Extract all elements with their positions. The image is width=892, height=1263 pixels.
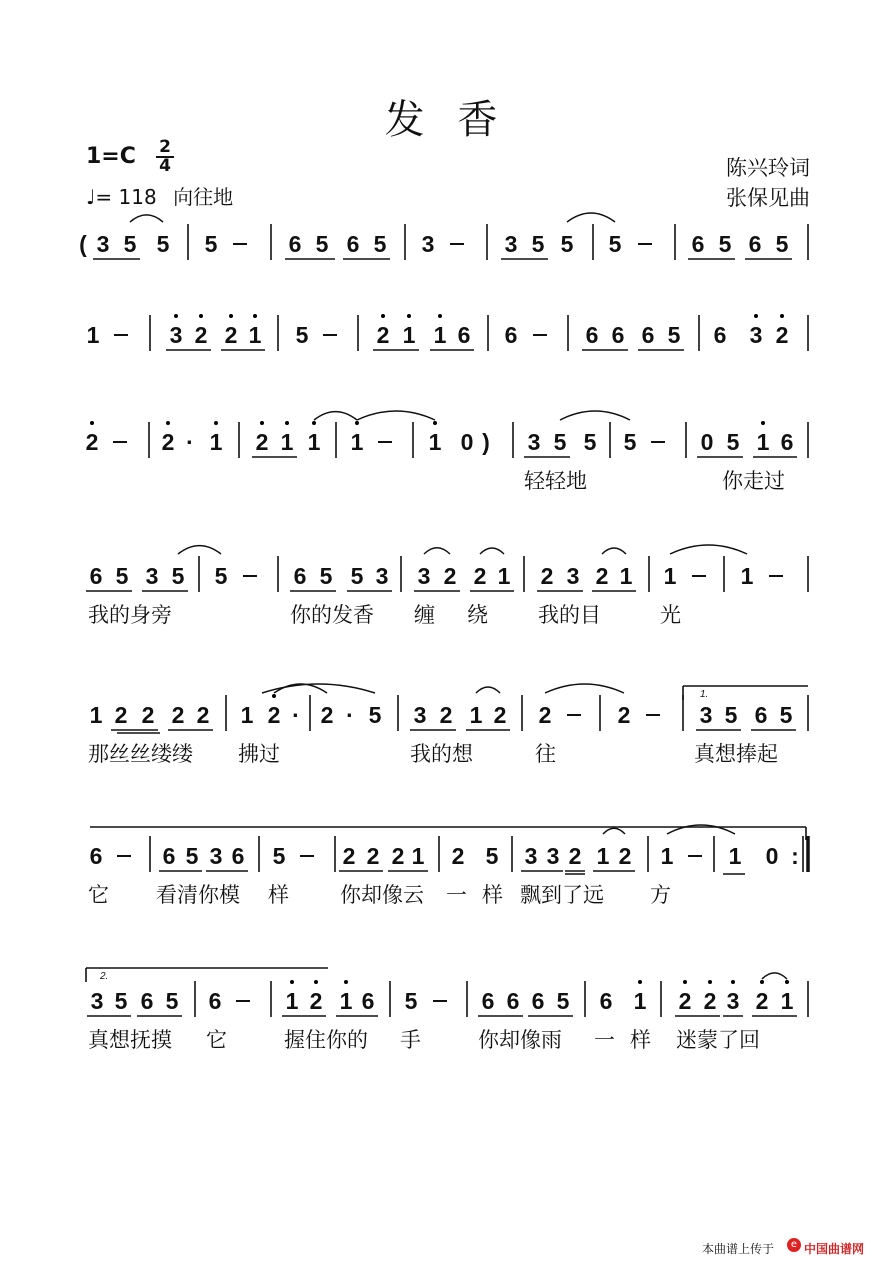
time-sig-bottom: 4 [159,156,171,176]
note: 5 [165,988,179,1014]
note: 2 [171,702,185,728]
octave-dot [683,980,687,984]
note: 2 [267,702,281,728]
tie-arc [670,545,747,554]
octave-dot [433,421,437,425]
note: 3 [527,429,541,455]
note: 2 [493,702,507,728]
octave-dot [754,314,758,318]
note: 5 [553,429,567,455]
note: 3 [749,322,763,348]
lyric: 你走过 [722,469,785,493]
note: 2 [473,563,487,589]
octave-dot [166,421,170,425]
lyricist: 陈兴玲词 [726,156,810,180]
lyric: 那丝丝缕缕 [88,742,193,766]
note: 1 [350,429,364,455]
note: 0 [765,843,779,869]
lyric: 方 [650,883,671,907]
lyric: 飘到了远 [520,883,604,907]
note: 6 [481,988,495,1014]
note: 5 [667,322,681,348]
lyric: 看清你模 [156,883,240,907]
octave-dot [438,314,442,318]
note: 6 [754,702,768,728]
note: 6 [293,563,307,589]
note: 5 [350,563,364,589]
note: 1 [633,988,647,1014]
tie-arc [545,684,624,693]
note: 2 [755,988,769,1014]
note: 2 [224,322,238,348]
tie-arc [424,548,450,554]
lyric: 你却像雨 [478,1028,562,1052]
octave-dot [272,694,276,698]
note: 5 [171,563,185,589]
lyric: 我的想 [410,742,473,766]
note: 3 [417,563,431,589]
tie-arc [178,546,221,554]
note: 5 [718,231,732,257]
octave-dot [260,421,264,425]
footer-site[interactable]: 中国曲谱网 [804,1242,865,1256]
note: 2 [255,429,269,455]
note: 6 [89,843,103,869]
lyric: 迷蒙了回 [676,1028,760,1052]
octave-dot [355,421,359,425]
note: 1 [433,322,447,348]
octave-dot [780,314,784,318]
note: 1 [248,322,262,348]
note: 2 [540,563,554,589]
note: 1 [411,843,425,869]
note: 6 [288,231,302,257]
note: 5 [204,231,218,257]
note: 5 [726,429,740,455]
note: 2 [342,843,356,869]
note: 5 [373,231,387,257]
lyric: 握住你的 [284,1028,368,1052]
note: 6 [346,231,360,257]
note: 1 [663,563,677,589]
octave-dot [761,421,765,425]
note: 2 [775,322,789,348]
note: 1 [596,843,610,869]
lyric: 样 [268,883,289,907]
note: 6 [457,322,471,348]
note: 5 [531,231,545,257]
lyric: 你却像云 [340,883,424,907]
note: · [346,702,354,728]
note: 1 [86,322,100,348]
note: ( [79,231,87,257]
tie-arc [762,973,787,979]
note: 5 [123,231,137,257]
note: 5 [185,843,199,869]
note: 3 [504,231,518,257]
note: 2 [85,429,99,455]
note: 5 [775,231,789,257]
note: 5 [556,988,570,1014]
note: 1 [240,702,254,728]
note: 6 [585,322,599,348]
note: : [791,843,799,869]
note: 3 [96,231,110,257]
note: 5 [485,843,499,869]
note: 2 [114,702,128,728]
note: 2 [391,843,405,869]
time-sig-top: 2 [159,137,171,157]
lyric: 它 [206,1028,227,1052]
note: 2 [376,322,390,348]
note: 1 [89,702,103,728]
octave-dot [407,314,411,318]
octave-dot [381,314,385,318]
note: 1 [307,429,321,455]
octave-dot [638,980,642,984]
note: 2 [538,702,552,728]
page-title: 发 香 [384,97,508,143]
note: 1 [209,429,223,455]
note: · [292,702,300,728]
note: 2 [678,988,692,1014]
note: 3 [375,563,389,589]
note: 1 [469,702,483,728]
note: 6 [599,988,613,1014]
lyric: 绕 [467,603,488,627]
note: 1 [619,563,633,589]
note: 3 [726,988,740,1014]
octave-dot [785,980,789,984]
lyric: 我的身旁 [88,603,172,627]
note: 5 [583,429,597,455]
octave-dot [731,980,735,984]
note: 6 [641,322,655,348]
note: ) [482,429,490,455]
note: 6 [506,988,520,1014]
octave-dot [253,314,257,318]
note: 3 [413,702,427,728]
lyric: 光 [660,603,681,627]
note: 1 [780,988,794,1014]
note: 3 [566,563,580,589]
note: 2 [703,988,717,1014]
note: 6 [140,988,154,1014]
note: 6 [231,843,245,869]
note: 2 [309,988,323,1014]
note: 2 [161,429,175,455]
tie-arc [480,548,504,554]
note: 3 [90,988,104,1014]
note: 1 [660,843,674,869]
note: 3 [209,843,223,869]
lyric: 真想捧起 [694,742,778,766]
note: · [186,429,194,455]
tie-arc [567,213,615,222]
tie-arc [314,412,357,420]
note: 6 [208,988,222,1014]
note: 2 [366,843,380,869]
note: 1 [756,429,770,455]
note: 2 [443,563,457,589]
octave-dot [214,421,218,425]
note: 5 [560,231,574,257]
note: 3 [421,231,435,257]
note: 1 [402,322,416,348]
tempo: ♩= 118 [86,185,157,209]
note: 1 [740,563,754,589]
lyric: 样 [630,1028,651,1052]
note: 2 [196,702,210,728]
footer-text: 本曲谱上传于 [702,1242,775,1256]
lyric: 我的目 [538,603,601,627]
note: 2 [141,702,155,728]
note: 1 [280,429,294,455]
volta-2-label: 2. [100,971,109,982]
octave-dot [312,421,316,425]
lyric: 真想抚摸 [88,1028,172,1052]
note: 2 [451,843,465,869]
lyric: 样 [482,883,503,907]
tie-arc [357,411,435,420]
lyric: 拂过 [238,742,280,766]
lyric: 手 [400,1028,421,1052]
note: 5 [115,563,129,589]
tie-arc [602,548,626,554]
note: 6 [691,231,705,257]
octave-dot [290,980,294,984]
note: 3 [169,322,183,348]
mood: 向往地 [173,185,234,209]
octave-dot [174,314,178,318]
lyric: 一 [446,883,467,907]
octave-dot [285,421,289,425]
note: 5 [368,702,382,728]
note: 5 [608,231,622,257]
note: 6 [361,988,375,1014]
octave-dot [314,980,318,984]
note: 3 [699,702,713,728]
note: 5 [315,231,329,257]
octave-dot [344,980,348,984]
tie-arc [476,687,500,693]
note: 3 [546,843,560,869]
note: 1 [285,988,299,1014]
note: 5 [724,702,738,728]
note: 6 [713,322,727,348]
note: 2 [320,702,334,728]
tie-arc [130,215,163,222]
lyric: 轻轻地 [524,469,587,493]
site-logo-icon: e [787,1238,801,1252]
octave-dot [708,980,712,984]
note: 6 [611,322,625,348]
note: 5 [779,702,793,728]
note: 5 [623,429,637,455]
note: 3 [524,843,538,869]
note: 3 [145,563,159,589]
note: 1 [497,563,511,589]
note: 1 [428,429,442,455]
lyric: 缠 [414,603,435,627]
note: 0 [700,429,714,455]
octave-dot [229,314,233,318]
note: 6 [162,843,176,869]
volta-1-label: 1. [700,689,709,700]
lyric: 你的发香 [290,603,374,627]
note: 5 [272,843,286,869]
note: 6 [531,988,545,1014]
note: 5 [404,988,418,1014]
note: 2 [194,322,208,348]
note: 1 [728,843,742,869]
note: 2 [439,702,453,728]
composer: 张保见曲 [726,186,810,210]
note: 6 [89,563,103,589]
note: 2 [568,843,582,869]
octave-dot [199,314,203,318]
tie-arc [603,828,625,834]
note: 5 [156,231,170,257]
lyric: 它 [88,883,109,907]
note: 2 [595,563,609,589]
note: 5 [295,322,309,348]
octave-dot [760,980,764,984]
lyric: 往 [535,742,556,766]
note: 6 [780,429,794,455]
note: 6 [504,322,518,348]
octave-dot [90,421,94,425]
key-label: 1=C [86,144,136,169]
note: 5 [319,563,333,589]
note: 6 [748,231,762,257]
note: 2 [618,843,632,869]
note: 5 [114,988,128,1014]
note: 5 [214,563,228,589]
note: 1 [339,988,353,1014]
note: 0 [460,429,474,455]
lyric: 一 [594,1028,615,1052]
tie-arc [560,411,630,420]
note: 2 [617,702,631,728]
